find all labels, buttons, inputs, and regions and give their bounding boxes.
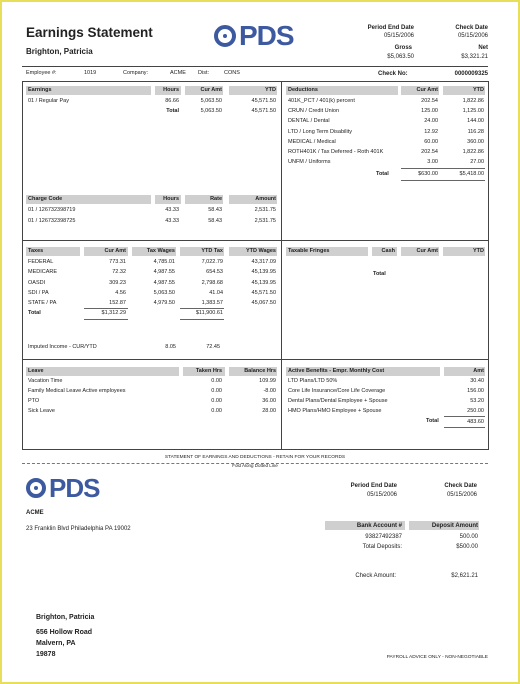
bank-account-header: Bank Account # — [356, 523, 402, 529]
leave-type: Vacation Time — [28, 378, 63, 384]
tax-wages: 4,987.55 — [153, 280, 175, 286]
page-title: Earnings Statement — [26, 25, 153, 40]
stub-period-end-value: 05/15/2006 — [366, 492, 397, 498]
deductions-total-cur: $630.00 — [418, 171, 438, 177]
earnings-hours-header: Hours — [163, 87, 179, 93]
check-amount-label: Check Amount: — [355, 573, 396, 579]
tax-cur: 4.56 — [115, 290, 126, 296]
grid-middle-line — [22, 240, 488, 241]
earnings-ytd: 45,571.50 — [251, 98, 276, 104]
pds-logo-text: PDS — [49, 473, 100, 503]
deduction-name: ROTH401K / Tax Deferred - Roth 401K — [288, 149, 384, 155]
tax-ytd-wages: 45,139.95 — [251, 280, 276, 286]
deductions-cur-header: Cur Amt — [416, 87, 438, 93]
tax-cur: 309.23 — [109, 280, 126, 286]
pds-logo-mark — [26, 478, 46, 498]
benefit-name: Core Life Insurance/Core Life Coverage — [288, 388, 386, 394]
bank-account-number: 93827492387 — [365, 534, 402, 540]
deductions-total-underline — [401, 180, 485, 181]
deduction-cur: 12.92 — [424, 129, 438, 135]
mailing-street: 656 Hollow Road — [36, 629, 93, 636]
tax-wages: 4,785.01 — [153, 259, 175, 265]
fringes-ytd-header: YTD — [473, 248, 484, 254]
tax-ytd: 41.04 — [209, 290, 223, 296]
deduction-ytd: 116.28 — [467, 129, 484, 135]
deduction-name: UNFM / Uniforms — [288, 159, 331, 165]
charge-code: 01 / 126732398719 — [28, 207, 76, 213]
charge-hours: 43.33 — [165, 218, 179, 224]
earnings-cur-amt: 5,063.50 — [200, 98, 222, 104]
deduction-cur: 202.54 — [421, 98, 438, 104]
benefit-name: LTD Plans/LTD 50% — [288, 378, 338, 384]
earnings-code: 01 / Regular Pay — [28, 98, 69, 104]
benefit-amt: 53.20 — [470, 398, 484, 404]
benefit-name: Dental Plans/Dental Employee + Spouse — [288, 398, 388, 404]
deductions-header: Deductions — [288, 87, 318, 93]
benefits-total-rule — [444, 416, 485, 417]
deduction-cur: 24.00 — [424, 118, 438, 124]
benefit-amt: 30.40 — [470, 378, 484, 384]
tax-name: MEDICARE — [28, 269, 58, 275]
taxes-header: Taxes — [28, 248, 44, 254]
grid-center-divider — [281, 81, 282, 450]
tax-name: STATE / PA — [28, 300, 57, 306]
taxes-total-rule-cur — [84, 308, 128, 309]
check-date-label: Check Date — [455, 25, 488, 31]
total-deposits-value: $500.00 — [456, 544, 478, 550]
tax-ytd-wages: 43,317.09 — [251, 259, 276, 265]
tax-ytd-wages: 45,067.50 — [251, 300, 276, 306]
employee-number: 1019 — [84, 70, 97, 76]
charge-code-header: Charge Code — [28, 196, 63, 202]
benefit-amt: 156.00 — [467, 388, 484, 394]
fold-notice: Fold Along Dotted Line — [232, 463, 278, 468]
company-label: Company: — [123, 70, 149, 76]
net-label: Net — [478, 45, 488, 51]
net-value: $3,321.21 — [461, 54, 488, 60]
check-amount-value: $2,621.21 — [451, 573, 478, 579]
tax-ytd-wages: 45,571.50 — [251, 290, 276, 296]
taxes-total-rule-ytd — [180, 308, 224, 309]
tax-cur: 152.87 — [109, 300, 126, 306]
deduction-ytd: 1,125.00 — [462, 108, 484, 114]
fringes-header: Taxable Fringes — [288, 248, 330, 254]
stub-company-address: 23 Franklin Blvd Philadelphia PA 19002 — [26, 526, 131, 532]
tax-name: OASDI — [28, 280, 46, 286]
grid-lower-line — [22, 359, 488, 360]
deduction-cur: 125.00 — [421, 108, 438, 114]
bank-deposit-amount: 500.00 — [459, 534, 478, 540]
deduction-name: CRUN / Credit Union — [288, 108, 340, 114]
pds-logo-mark — [214, 25, 236, 47]
retain-notice: STATEMENT OF EARNINGS AND DEDUCTIONS - RETAIN FOR YOUR RECORDS — [164, 455, 346, 460]
benefit-amt: 250.00 — [467, 408, 484, 414]
taxes-total-cur: $1,312.29 — [101, 310, 126, 316]
benefits-total-underline — [444, 427, 485, 428]
stub-company: ACME — [26, 510, 44, 516]
tax-name: FEDERAL — [28, 259, 54, 265]
deductions-total-label: Total — [376, 171, 389, 177]
charge-rate: 58.43 — [208, 207, 222, 213]
pds-logo-text: PDS — [239, 20, 294, 51]
earnings-total-label: Total — [166, 108, 179, 114]
fringes-total-label: Total — [373, 271, 386, 277]
leave-taken: 0.00 — [211, 388, 222, 394]
mailing-zip: 19878 — [36, 651, 56, 658]
deductions-total-ytd: $5,418.00 — [459, 171, 484, 177]
leave-balance: -8.00 — [263, 388, 276, 394]
dist-label: Dist: — [198, 70, 209, 76]
imputed-income-ytd: 72.45 — [206, 344, 220, 350]
deduction-ytd: 144.00 — [467, 118, 484, 124]
deduction-name: MEDICAL / Medical — [288, 139, 336, 145]
imputed-income-label: Imputed Income - CUR/YTD — [28, 344, 97, 350]
charge-amount-header: Amount — [255, 196, 276, 202]
tax-ytd: 2,798.68 — [201, 280, 223, 286]
grid-right-border — [488, 81, 489, 450]
leave-type: PTO — [28, 398, 40, 404]
charge-rate: 58.43 — [208, 218, 222, 224]
stub-check-date-value: 05/15/2006 — [446, 492, 477, 498]
employee-name: Brighton, Patricia — [26, 47, 93, 56]
leave-header: Leave — [28, 368, 44, 374]
earnings-cur-header: Cur Amt — [200, 87, 222, 93]
taxes-ytd-tax-header: YTD Tax — [201, 248, 223, 254]
stub-check-date-label: Check Date — [444, 483, 477, 489]
gross-label: Gross — [394, 45, 412, 51]
deduction-ytd: 1,822.86 — [462, 149, 484, 155]
taxes-total-underline-cur — [84, 319, 128, 320]
benefits-amt-header: Amt — [473, 368, 484, 374]
deduction-ytd: 1,822.86 — [462, 98, 484, 104]
tax-ytd-wages: 45,139.95 — [251, 269, 276, 275]
pds-logo-stub — [26, 475, 99, 501]
deposit-amount-header: Deposit Amount — [431, 523, 478, 529]
grid-left-border — [22, 81, 23, 450]
deduction-name: 401K_PCT / 401(k) percent — [288, 98, 355, 104]
deductions-total-rule — [401, 168, 485, 169]
check-date-value: 05/15/2006 — [457, 33, 488, 39]
period-end-label: Period End Date — [367, 25, 414, 31]
leave-taken: 0.00 — [211, 408, 222, 414]
leave-balance: 36.00 — [262, 398, 276, 404]
tax-wages: 4,987.55 — [153, 269, 175, 275]
tax-wages: 4,979.50 — [153, 300, 175, 306]
period-end-value: 05/15/2006 — [383, 33, 414, 39]
tax-cur: 72.32 — [112, 269, 126, 275]
leave-taken: 0.00 — [211, 398, 222, 404]
charge-amount: 2,531.75 — [254, 207, 276, 213]
leave-taken: 0.00 — [211, 378, 222, 384]
deductions-ytd-header: YTD — [473, 87, 484, 93]
leave-header-bg — [26, 367, 179, 376]
taxes-total-label: Total — [28, 310, 41, 316]
earnings-total-cur: 5,063.50 — [200, 108, 222, 114]
check-no-label: Check No: — [378, 71, 408, 77]
taxes-ytd-wages-header: YTD Wages — [245, 248, 276, 254]
dist-value: CONS — [224, 70, 240, 76]
benefits-total: 483.60 — [467, 419, 484, 425]
grid-bottom-line — [22, 449, 488, 450]
earnings-header: Earnings — [28, 87, 52, 93]
tax-ytd: 1,383.57 — [201, 300, 223, 306]
earnings-statement-page — [2, 2, 518, 682]
imputed-income-cur: 8.05 — [165, 344, 176, 350]
earnings-hours: 86.66 — [165, 98, 179, 104]
check-no-value: 0000009325 — [454, 71, 488, 77]
mailing-city: Malvern, PA — [36, 640, 76, 647]
deduction-cur: 202.54 — [421, 149, 438, 155]
taxes-wages-header: Tax Wages — [146, 248, 175, 254]
taxes-total-underline-ytd — [180, 319, 224, 320]
tax-cur: 773.31 — [109, 259, 126, 265]
benefits-header: Active Benefits - Empr. Monthly Cost — [288, 368, 385, 374]
pds-logo — [214, 22, 294, 50]
leave-taken-header: Taken Hrs — [195, 368, 222, 374]
charge-rate-header: Rate — [210, 196, 222, 202]
deduction-cur: 3.00 — [427, 159, 438, 165]
fringes-cur-header: Cur Amt — [416, 248, 438, 254]
leave-balance: 109.99 — [259, 378, 276, 384]
charge-amount: 2,531.75 — [254, 218, 276, 224]
leave-balance-header: Balance Hrs — [244, 368, 276, 374]
mailing-name: Brighton, Patricia — [36, 614, 95, 621]
company-value: ACME — [170, 70, 186, 76]
deduction-ytd: 360.00 — [467, 139, 484, 145]
total-deposits-label: Total Deposits: — [362, 544, 402, 550]
charge-hours: 43.33 — [165, 207, 179, 213]
charge-code: 01 / 126732398725 — [28, 218, 76, 224]
fringes-cash-header: Cash — [381, 248, 395, 254]
tax-wages: 5,063.50 — [153, 290, 175, 296]
tax-name: SDI / PA — [28, 290, 49, 296]
leave-type: Sick Leave — [28, 408, 55, 414]
stub-period-end-label: Period End Date — [350, 483, 397, 489]
charge-hours-header: Hours — [163, 196, 179, 202]
earnings-ytd-header: YTD — [265, 87, 276, 93]
gross-value: $5,063.50 — [387, 54, 414, 60]
leave-balance: 28.00 — [262, 408, 276, 414]
grid-top-line — [22, 81, 488, 82]
tax-ytd: 7,022.79 — [201, 259, 223, 265]
benefits-total-label: Total — [426, 418, 439, 424]
tax-ytd: 654.53 — [206, 269, 223, 275]
deduction-name: DENTAL / Dental — [288, 118, 330, 124]
benefit-name: HMO Plans/HMO Employee + Spouse — [288, 408, 382, 414]
deduction-name: LTD / Long Term Disability — [288, 129, 352, 135]
leave-type: Family Medical Leave Active employees — [28, 388, 126, 394]
deduction-ytd: 27.00 — [470, 159, 484, 165]
earnings-total-ytd: 45,571.50 — [251, 108, 276, 114]
header-divider — [22, 66, 488, 67]
deduction-cur: 60.00 — [424, 139, 438, 145]
taxes-cur-header: Cur Amt — [104, 248, 126, 254]
payroll-advice-footer: PAYROLL ADVICE ONLY - NON-NEGOTIABLE — [386, 655, 488, 660]
taxes-total-ytd: $11,900.61 — [195, 310, 223, 316]
employee-number-label: Employee #: — [26, 70, 57, 76]
